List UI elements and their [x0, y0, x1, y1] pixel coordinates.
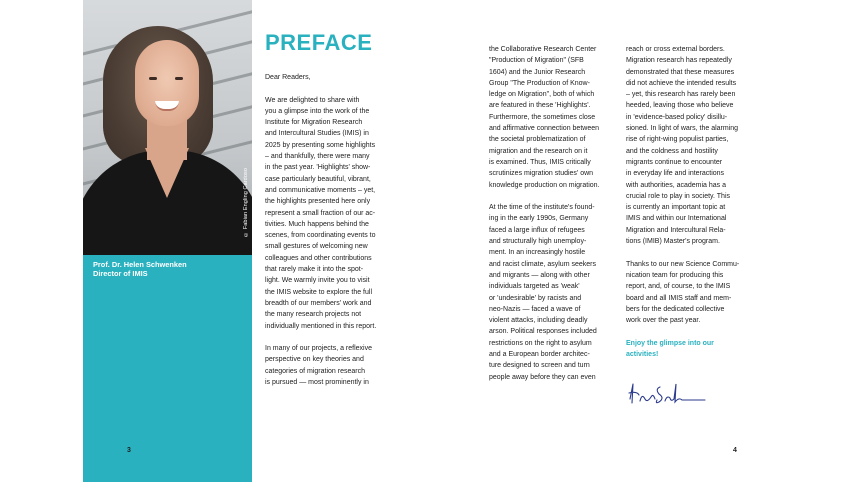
portrait-neckline [145, 148, 189, 198]
photo-credit: © Fabian Engling Cardoso [243, 168, 249, 237]
paragraph: At the time of the institute's found- ing in the early 1990s, Germany faced a large influx of refugees and structurally high unemploy- ment. In an increasingly hostile and racist climate, asylum seekers and migrants — along with other individuals targeted as 'weak' or 'undesirable' by racists and neo-Nazis — faced a wave of violent attacks, including deadly arson. Political responses included restrictions on the right to asylum and a European border architec- ture designed to screen and turn people away before they can even [489, 204, 597, 381]
caption-role: Director of IMIS [93, 269, 148, 279]
handwritten-signature [627, 379, 707, 409]
closing-line: Enjoy the glimpse into our activities! [626, 339, 714, 359]
paragraph: We are delighted to share with you a glimpse into the work of the Institute for Migration Research and Intercultural Studies (IMIS) in 2025 by presenting some highlights – and thankfully, there were many in the past year. 'Highlights' show- case particularly beautiful, vibrant, and communicative moments – yet, the highlights presented here only represent a small fraction of our ac- tivities. Much happens behind the scenes, from coordinating events to small gestures of welcoming new colleagues and other contributions that rarely make it into the spot- light. We warmly invite you to visit the IMIS website to explore the full breadth of our members' work and the many research projects not individually mentioned in this report. [265, 96, 377, 330]
text-column-3 [626, 44, 742, 372]
text-column-1 [265, 72, 381, 400]
photo-caption [93, 260, 248, 278]
portrait-eye [149, 77, 157, 80]
caption-panel [83, 255, 252, 482]
paragraph: Thanks to our new Science Commu- nication team for producing this report, and, of course, to the IMIS board and all IMIS staff and mem- bers for the dedicated collective work over the past year. [626, 260, 740, 325]
page-title: PREFACE [265, 30, 373, 55]
caption-name: Prof. Dr. Helen Schwenken [93, 260, 187, 269]
paragraph: the Collaborative Research Center "Production of Migration" (SFB 1604) and the Junior Research Group "The Production of Know- ledge on Migration", both of which are featured in these 'Highlights'. Furthermore, the sometimes close and affirmative connection between the societal problematization of migration and the research on it is examined. Thus, IMIS critically scrutinizes migration studies' own knowledge production on migration. [489, 46, 600, 189]
text-column-2 [489, 44, 605, 394]
portrait-eye [175, 77, 183, 80]
paragraph: reach or cross external borders. Migration research has repeatedly demonstrated that these measures did not achieve the intended results – yet, this research has rarely been heeded, leaving those who believe in 'evidence-based policy' disillu- sioned. In light of wars, the alarming rise of right-wing populist parties, and the coldness and hostility migrants continue to encounter in everyday life and interactions with authorities, academia has a crucial role to play in society. This is currently an important topic at IMIS and within our International Migration and Intercultural Rela- tions (IMIB) Master's program. [626, 46, 739, 246]
greeting: Dear Readers, [265, 74, 311, 81]
page-number-left: 3 [127, 447, 131, 454]
portrait-face [135, 40, 199, 126]
paragraph: In many of our projects, a reflexive perspective on key theories and categories of migration research is pursued — most prominently in [265, 345, 372, 387]
director-photo [83, 0, 252, 255]
page-number-right: 4 [733, 447, 737, 454]
left-sidebar [83, 0, 252, 482]
